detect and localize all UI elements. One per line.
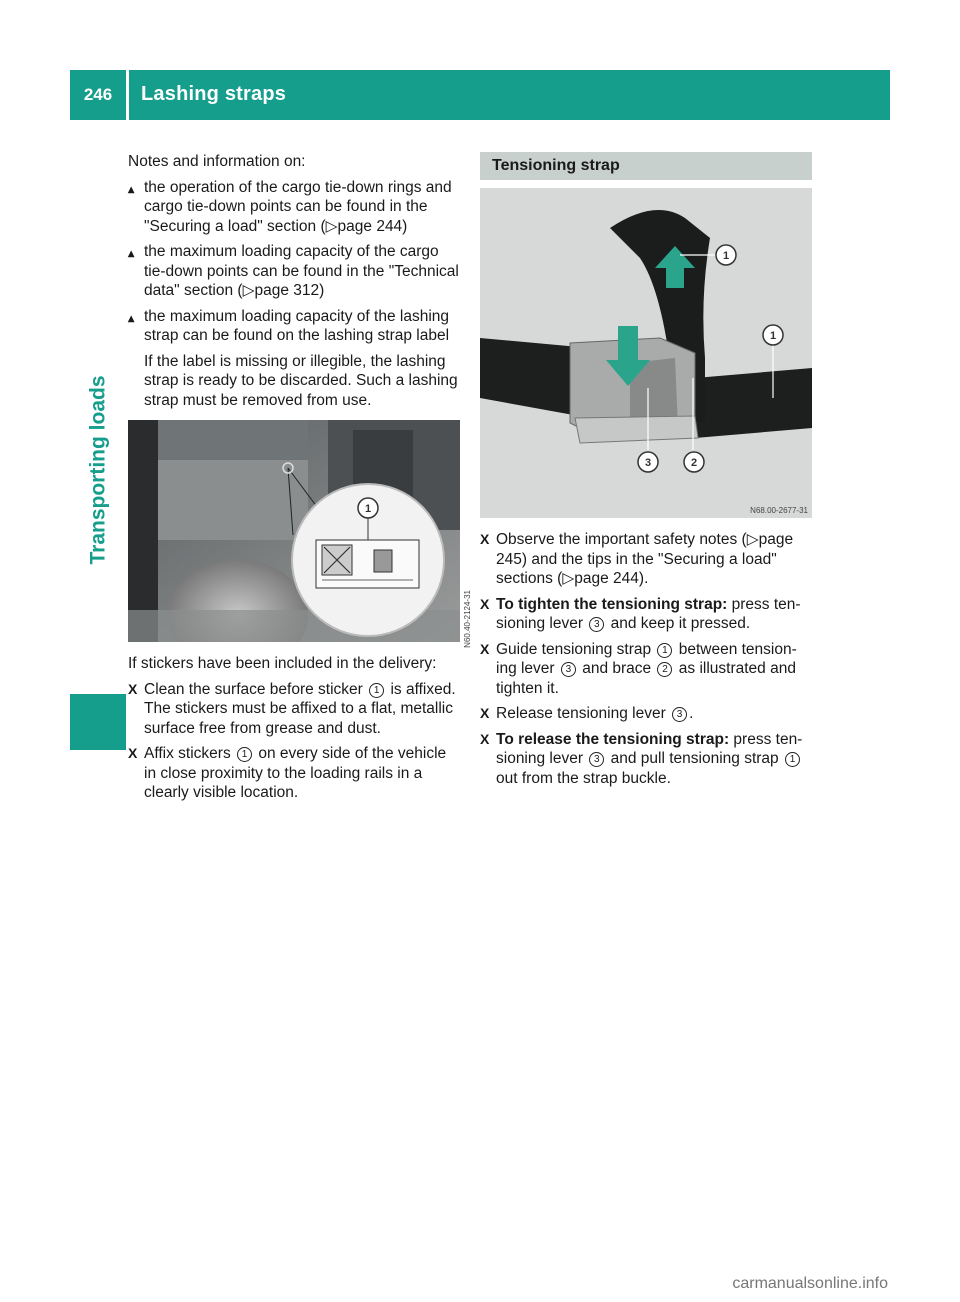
section-heading: Tensioning strap — [480, 152, 812, 180]
step-marker-icon: X — [480, 531, 490, 547]
page-ref-link[interactable]: page 244). — [574, 570, 649, 587]
van-interior-illustration — [128, 420, 460, 642]
ref-arrow-icon: ▷ — [325, 217, 338, 235]
bullet-note: If the label is missing or illegible, the lashing strap is ready to be discarded. Such a lashing strap must be removed from use. — [144, 352, 458, 409]
figure-callout — [763, 325, 783, 345]
figure-callout — [638, 452, 658, 472]
svg-text:2: 2 — [690, 457, 698, 469]
figure-code: N68.00-2677-31 — [750, 506, 808, 515]
svg-text:1: 1 — [722, 250, 730, 262]
list-item: ▶ the operation of the cargo tie-down rings and cargo tie-down points can be found in the "Securing a load" section (▷page 244) — [128, 178, 460, 237]
figure-tensioning-strap — [480, 188, 812, 518]
side-tab-marker — [70, 694, 126, 750]
step-marker-icon: X — [480, 640, 490, 657]
instruction-step: X Guide tensioning strap 1 between tension-ing lever 3 and brace 2 as illustrated and tighten it. — [480, 640, 797, 697]
ref-arrow-icon: ▷ — [562, 570, 575, 587]
callout-number: 1 — [785, 752, 800, 767]
step-marker-icon: X — [128, 680, 138, 697]
step-marker-icon: X — [128, 745, 138, 761]
ref-arrow-icon: ▷ — [242, 282, 255, 299]
instruction-step: X Release tensioning lever 3 . — [480, 705, 694, 722]
page-ref-link[interactable]: page 245) and the tips in the "Securing a load" sections ( — [496, 531, 794, 587]
figure-callout — [684, 452, 704, 472]
figure-callout: 1 — [364, 503, 372, 515]
instruction-step: X Affix stickers 1 on every side of the vehicle in close proximity to the loading rails in a clearly visible location. — [128, 745, 447, 801]
step-marker-icon: X — [480, 705, 490, 721]
list-item: ▶ the maximum loading capacity of the cargo tie-down points can be found in the "Technical data" section (▷page 312) — [128, 242, 460, 301]
callout-number: 3 — [589, 617, 604, 632]
instruction-step: X To tighten the tensioning strap: press ten-sioning lever 3 and keep it pressed. — [480, 595, 801, 632]
section-side-label: Transporting loads — [86, 375, 110, 565]
step-marker-icon: X — [480, 595, 490, 612]
svg-text:1: 1 — [769, 330, 777, 342]
page-number: 246 — [83, 85, 113, 105]
page-title: Lashing straps — [141, 83, 287, 106]
right-column — [480, 152, 812, 788]
callout-number: 1 — [237, 747, 252, 762]
figure-callout — [716, 245, 736, 265]
svg-text:3: 3 — [644, 457, 652, 469]
page-ref-link[interactable]: page 244) — [337, 217, 408, 235]
step-marker-icon: X — [480, 730, 490, 747]
instruction-step: X Clean the surface before sticker 1 is affixed. The stickers must be affixed to a flat, metallic surface free from grease and dust. — [128, 680, 456, 737]
callout-number: 1 — [369, 683, 384, 698]
left-column — [128, 152, 472, 803]
instruction-step: X Observe the important safety notes (▷page 245) and the tips in the "Securing a load" sections (▷page 244). — [480, 531, 794, 587]
ref-arrow-icon: ▷ — [746, 531, 759, 548]
figure-van-sticker — [128, 420, 472, 648]
page-ref-link[interactable]: page 312) — [254, 282, 325, 299]
callout-number: 3 — [672, 707, 687, 722]
figure-code: N60.40-2124-31 — [463, 590, 472, 648]
callout-number: 3 — [561, 662, 576, 677]
watermark-text: carmanualsonline.info — [732, 1275, 888, 1292]
tensioning-strap-illustration — [480, 188, 812, 518]
stickers-intro: If stickers have been included in the delivery: — [128, 655, 437, 672]
callout-number: 1 — [657, 643, 672, 658]
callout-number: 3 — [589, 752, 604, 767]
list-item: ▶ the maximum loading capacity of the lashing strap can be found on the lashing strap label If the label is missing or illegible, the lashing strap is ready to be discarded. Such a lashing strap must be removed from use. — [128, 307, 460, 411]
intro-text: Notes and information on: — [128, 153, 306, 170]
instruction-step: X To release the tensioning strap: press ten-sioning lever 3 and pull tensioning strap 1 out from the strap buckle. — [480, 730, 803, 787]
callout-number: 2 — [657, 662, 672, 677]
header-divider — [126, 70, 129, 120]
